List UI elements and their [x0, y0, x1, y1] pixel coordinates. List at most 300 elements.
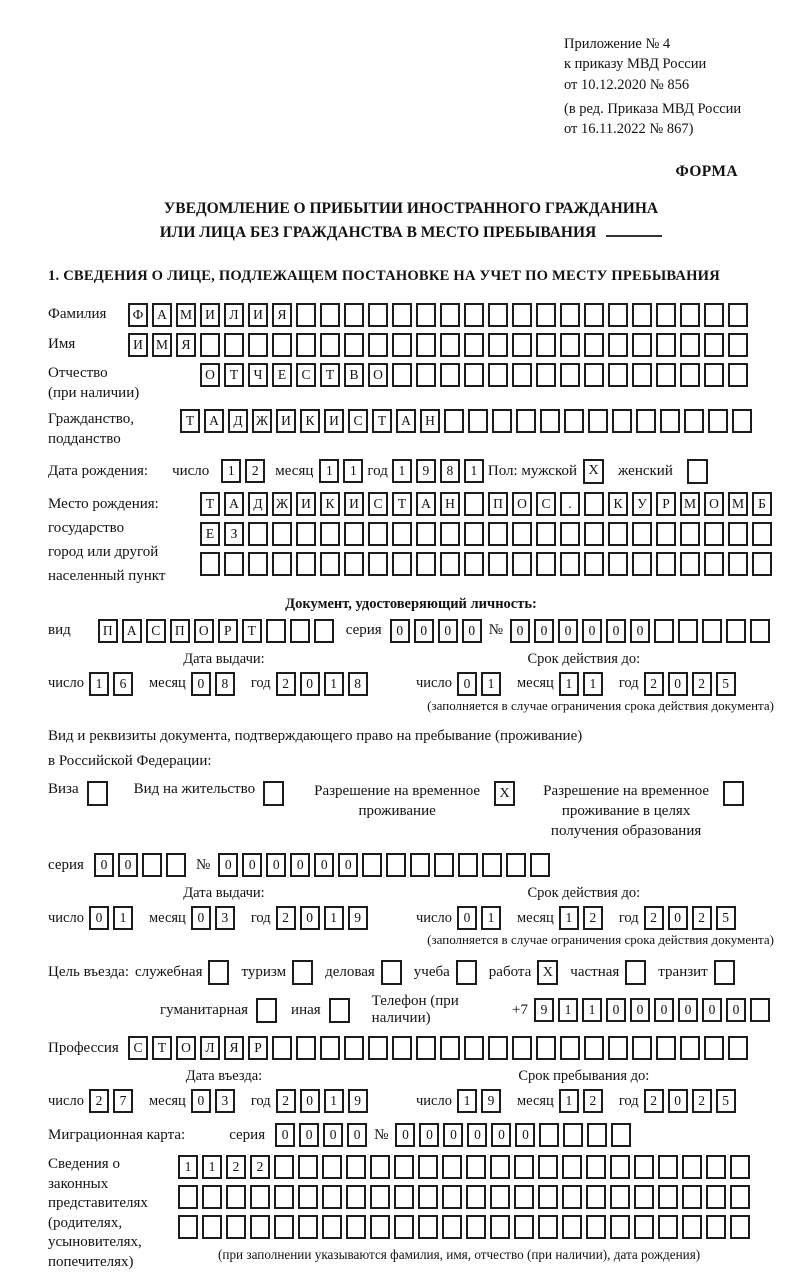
- char-box[interactable]: 0: [678, 998, 698, 1022]
- char-box[interactable]: 9: [481, 1089, 501, 1113]
- char-box[interactable]: [684, 409, 704, 433]
- char-box[interactable]: [512, 333, 532, 357]
- char-box[interactable]: 0: [668, 1089, 688, 1113]
- char-box[interactable]: 0: [702, 998, 722, 1022]
- char-box[interactable]: [726, 619, 746, 643]
- char-box[interactable]: А: [224, 492, 244, 516]
- char-box[interactable]: Л: [200, 1036, 220, 1060]
- char-box[interactable]: [346, 1185, 366, 1209]
- char-box[interactable]: И: [200, 303, 220, 327]
- char-box[interactable]: [539, 1123, 559, 1147]
- char-box[interactable]: [706, 1155, 726, 1179]
- char-box[interactable]: [512, 522, 532, 546]
- char-box[interactable]: 0: [390, 619, 410, 643]
- char-box[interactable]: 1: [202, 1155, 222, 1179]
- char-box[interactable]: [636, 409, 656, 433]
- char-box[interactable]: [538, 1155, 558, 1179]
- char-box[interactable]: [632, 552, 652, 576]
- char-box[interactable]: [587, 1123, 607, 1147]
- char-box[interactable]: Ч: [248, 363, 268, 387]
- char-box[interactable]: [392, 1036, 412, 1060]
- temp-residence-edu-checkbox[interactable]: [723, 781, 744, 806]
- char-box[interactable]: [224, 552, 244, 576]
- char-box[interactable]: 1: [343, 459, 363, 483]
- char-box[interactable]: [706, 1215, 726, 1239]
- char-box[interactable]: [728, 552, 748, 576]
- char-box[interactable]: [608, 1036, 628, 1060]
- char-box[interactable]: [728, 1036, 748, 1060]
- char-box[interactable]: [536, 522, 556, 546]
- char-box[interactable]: [392, 303, 412, 327]
- char-box[interactable]: [248, 552, 268, 576]
- char-box[interactable]: П: [488, 492, 508, 516]
- char-box[interactable]: [178, 1185, 198, 1209]
- char-box[interactable]: [298, 1215, 318, 1239]
- char-box[interactable]: [248, 333, 268, 357]
- char-box[interactable]: [512, 363, 532, 387]
- char-box[interactable]: У: [632, 492, 652, 516]
- char-box[interactable]: [584, 333, 604, 357]
- char-box[interactable]: [584, 1036, 604, 1060]
- char-box[interactable]: [490, 1185, 510, 1209]
- char-box[interactable]: 1: [319, 459, 339, 483]
- char-box[interactable]: О: [368, 363, 388, 387]
- char-box[interactable]: [320, 1036, 340, 1060]
- char-box[interactable]: [464, 492, 484, 516]
- char-box[interactable]: И: [276, 409, 296, 433]
- char-box[interactable]: 1: [457, 1089, 477, 1113]
- char-box[interactable]: 3: [215, 1089, 235, 1113]
- char-box[interactable]: [540, 409, 560, 433]
- char-box[interactable]: 0: [419, 1123, 439, 1147]
- char-box[interactable]: 5: [716, 672, 736, 696]
- char-box[interactable]: [706, 1185, 726, 1209]
- char-box[interactable]: [392, 333, 412, 357]
- char-box[interactable]: 0: [300, 906, 320, 930]
- char-box[interactable]: 0: [338, 853, 358, 877]
- char-box[interactable]: [584, 363, 604, 387]
- char-box[interactable]: [564, 409, 584, 433]
- char-box[interactable]: А: [122, 619, 142, 643]
- char-box[interactable]: [610, 1155, 630, 1179]
- char-box[interactable]: [202, 1215, 222, 1239]
- char-box[interactable]: [610, 1185, 630, 1209]
- char-box[interactable]: 0: [314, 853, 334, 877]
- char-box[interactable]: 2: [276, 672, 296, 696]
- char-box[interactable]: [730, 1215, 750, 1239]
- char-box[interactable]: Н: [420, 409, 440, 433]
- char-box[interactable]: [434, 853, 454, 877]
- char-box[interactable]: [320, 522, 340, 546]
- char-box[interactable]: [250, 1215, 270, 1239]
- char-box[interactable]: 0: [347, 1123, 367, 1147]
- char-box[interactable]: 1: [221, 459, 241, 483]
- char-box[interactable]: [514, 1155, 534, 1179]
- char-box[interactable]: М: [176, 303, 196, 327]
- char-box[interactable]: [632, 1036, 652, 1060]
- char-box[interactable]: [344, 333, 364, 357]
- char-box[interactable]: [224, 333, 244, 357]
- char-box[interactable]: [680, 552, 700, 576]
- residence-permit-checkbox[interactable]: [263, 781, 284, 806]
- char-box[interactable]: К: [608, 492, 628, 516]
- char-box[interactable]: Е: [200, 522, 220, 546]
- char-box[interactable]: Д: [248, 492, 268, 516]
- char-box[interactable]: [704, 333, 724, 357]
- char-box[interactable]: 0: [323, 1123, 343, 1147]
- char-box[interactable]: 5: [716, 1089, 736, 1113]
- char-box[interactable]: 1: [559, 1089, 579, 1113]
- char-box[interactable]: К: [320, 492, 340, 516]
- char-box[interactable]: [682, 1155, 702, 1179]
- char-box[interactable]: [634, 1155, 654, 1179]
- char-box[interactable]: 0: [534, 619, 554, 643]
- char-box[interactable]: 2: [276, 1089, 296, 1113]
- char-box[interactable]: И: [344, 492, 364, 516]
- char-box[interactable]: [322, 1155, 342, 1179]
- char-box[interactable]: А: [152, 303, 172, 327]
- char-box[interactable]: [464, 333, 484, 357]
- char-box[interactable]: [702, 619, 722, 643]
- char-box[interactable]: С: [368, 492, 388, 516]
- char-box[interactable]: 0: [191, 1089, 211, 1113]
- char-box[interactable]: С: [128, 1036, 148, 1060]
- char-box[interactable]: М: [728, 492, 748, 516]
- char-box[interactable]: [732, 409, 752, 433]
- char-box[interactable]: [416, 363, 436, 387]
- char-box[interactable]: [536, 552, 556, 576]
- char-box[interactable]: И: [128, 333, 148, 357]
- char-box[interactable]: [322, 1215, 342, 1239]
- char-box[interactable]: 7: [113, 1089, 133, 1113]
- char-box[interactable]: 1: [113, 906, 133, 930]
- char-box[interactable]: 0: [726, 998, 746, 1022]
- char-box[interactable]: [416, 1036, 436, 1060]
- char-box[interactable]: 0: [191, 906, 211, 930]
- char-box[interactable]: 0: [218, 853, 238, 877]
- char-box[interactable]: [442, 1185, 462, 1209]
- char-box[interactable]: 2: [644, 1089, 664, 1113]
- char-box[interactable]: 0: [668, 906, 688, 930]
- char-box[interactable]: [632, 522, 652, 546]
- char-box[interactable]: [612, 409, 632, 433]
- char-box[interactable]: [200, 333, 220, 357]
- char-box[interactable]: 1: [89, 672, 109, 696]
- char-box[interactable]: 0: [443, 1123, 463, 1147]
- char-box[interactable]: [320, 333, 340, 357]
- char-box[interactable]: [656, 1036, 676, 1060]
- char-box[interactable]: М: [680, 492, 700, 516]
- char-box[interactable]: 0: [630, 998, 650, 1022]
- char-box[interactable]: 9: [348, 906, 368, 930]
- char-box[interactable]: [346, 1215, 366, 1239]
- char-box[interactable]: [656, 552, 676, 576]
- char-box[interactable]: [512, 552, 532, 576]
- char-box[interactable]: [418, 1155, 438, 1179]
- char-box[interactable]: Р: [248, 1036, 268, 1060]
- char-box[interactable]: 0: [94, 853, 114, 877]
- char-box[interactable]: [704, 303, 724, 327]
- char-box[interactable]: 0: [414, 619, 434, 643]
- char-box[interactable]: [464, 522, 484, 546]
- char-box[interactable]: [320, 303, 340, 327]
- char-box[interactable]: С: [296, 363, 316, 387]
- char-box[interactable]: Т: [242, 619, 262, 643]
- char-box[interactable]: 0: [275, 1123, 295, 1147]
- char-box[interactable]: [560, 552, 580, 576]
- char-box[interactable]: [488, 303, 508, 327]
- char-box[interactable]: С: [146, 619, 166, 643]
- char-box[interactable]: 9: [416, 459, 436, 483]
- char-box[interactable]: Ж: [272, 492, 292, 516]
- char-box[interactable]: 0: [491, 1123, 511, 1147]
- char-box[interactable]: 1: [324, 906, 344, 930]
- char-box[interactable]: [344, 303, 364, 327]
- char-box[interactable]: [370, 1185, 390, 1209]
- char-box[interactable]: [560, 1036, 580, 1060]
- sex-female-checkbox[interactable]: [687, 459, 708, 484]
- char-box[interactable]: [634, 1185, 654, 1209]
- char-box[interactable]: 1: [559, 906, 579, 930]
- purpose-other-checkbox[interactable]: [329, 998, 350, 1023]
- char-box[interactable]: 9: [348, 1089, 368, 1113]
- char-box[interactable]: [346, 1155, 366, 1179]
- char-box[interactable]: [586, 1155, 606, 1179]
- char-box[interactable]: Т: [180, 409, 200, 433]
- char-box[interactable]: [368, 333, 388, 357]
- char-box[interactable]: [274, 1185, 294, 1209]
- char-box[interactable]: [442, 1215, 462, 1239]
- char-box[interactable]: 0: [89, 906, 109, 930]
- char-box[interactable]: 1: [481, 906, 501, 930]
- char-box[interactable]: З: [224, 522, 244, 546]
- char-box[interactable]: П: [98, 619, 118, 643]
- char-box[interactable]: 0: [558, 619, 578, 643]
- char-box[interactable]: [370, 1215, 390, 1239]
- char-box[interactable]: [704, 363, 724, 387]
- char-box[interactable]: [728, 522, 748, 546]
- char-box[interactable]: [394, 1215, 414, 1239]
- char-box[interactable]: [656, 333, 676, 357]
- char-box[interactable]: [416, 333, 436, 357]
- char-box[interactable]: 0: [582, 619, 602, 643]
- char-box[interactable]: О: [512, 492, 532, 516]
- purpose-private-checkbox[interactable]: [625, 960, 646, 985]
- char-box[interactable]: 1: [582, 998, 602, 1022]
- char-box[interactable]: [226, 1185, 246, 1209]
- char-box[interactable]: О: [200, 363, 220, 387]
- char-box[interactable]: [296, 1036, 316, 1060]
- char-box[interactable]: [584, 303, 604, 327]
- char-box[interactable]: [272, 552, 292, 576]
- char-box[interactable]: [266, 619, 286, 643]
- char-box[interactable]: [750, 998, 770, 1022]
- char-box[interactable]: [704, 1036, 724, 1060]
- char-box[interactable]: 0: [630, 619, 650, 643]
- char-box[interactable]: 8: [215, 672, 235, 696]
- char-box[interactable]: И: [324, 409, 344, 433]
- char-box[interactable]: [464, 1036, 484, 1060]
- char-box[interactable]: 0: [395, 1123, 415, 1147]
- char-box[interactable]: [274, 1155, 294, 1179]
- char-box[interactable]: [506, 853, 526, 877]
- char-box[interactable]: [562, 1215, 582, 1239]
- visa-checkbox[interactable]: [87, 781, 108, 806]
- char-box[interactable]: [658, 1155, 678, 1179]
- char-box[interactable]: [514, 1215, 534, 1239]
- char-box[interactable]: 9: [534, 998, 554, 1022]
- char-box[interactable]: 2: [89, 1089, 109, 1113]
- char-box[interactable]: [678, 619, 698, 643]
- char-box[interactable]: [656, 303, 676, 327]
- char-box[interactable]: [464, 363, 484, 387]
- char-box[interactable]: [608, 363, 628, 387]
- char-box[interactable]: [394, 1155, 414, 1179]
- char-box[interactable]: [418, 1215, 438, 1239]
- char-box[interactable]: [512, 1036, 532, 1060]
- char-box[interactable]: 1: [324, 1089, 344, 1113]
- char-box[interactable]: [410, 853, 430, 877]
- char-box[interactable]: [468, 409, 488, 433]
- char-box[interactable]: [392, 363, 412, 387]
- char-box[interactable]: [416, 303, 436, 327]
- char-box[interactable]: Я: [224, 1036, 244, 1060]
- char-box[interactable]: 1: [324, 672, 344, 696]
- char-box[interactable]: [610, 1215, 630, 1239]
- char-box[interactable]: [516, 409, 536, 433]
- char-box[interactable]: [290, 619, 310, 643]
- char-box[interactable]: [611, 1123, 631, 1147]
- char-box[interactable]: [368, 522, 388, 546]
- purpose-tourism-checkbox[interactable]: [292, 960, 313, 985]
- purpose-work-checkbox[interactable]: X: [537, 960, 558, 985]
- char-box[interactable]: [608, 522, 628, 546]
- char-box[interactable]: [296, 303, 316, 327]
- char-box[interactable]: [368, 1036, 388, 1060]
- char-box[interactable]: С: [536, 492, 556, 516]
- char-box[interactable]: 2: [692, 672, 712, 696]
- char-box[interactable]: [392, 552, 412, 576]
- char-box[interactable]: [560, 363, 580, 387]
- char-box[interactable]: [296, 333, 316, 357]
- char-box[interactable]: [584, 522, 604, 546]
- char-box[interactable]: [466, 1215, 486, 1239]
- char-box[interactable]: Р: [218, 619, 238, 643]
- char-box[interactable]: 2: [583, 906, 603, 930]
- char-box[interactable]: 0: [515, 1123, 535, 1147]
- char-box[interactable]: 0: [462, 619, 482, 643]
- char-box[interactable]: [680, 363, 700, 387]
- char-box[interactable]: 2: [644, 906, 664, 930]
- char-box[interactable]: [588, 409, 608, 433]
- char-box[interactable]: Ж: [252, 409, 272, 433]
- char-box[interactable]: 0: [299, 1123, 319, 1147]
- char-box[interactable]: [634, 1215, 654, 1239]
- char-box[interactable]: [466, 1185, 486, 1209]
- char-box[interactable]: 2: [245, 459, 265, 483]
- char-box[interactable]: [272, 1036, 292, 1060]
- char-box[interactable]: 1: [178, 1155, 198, 1179]
- char-box[interactable]: В: [344, 363, 364, 387]
- char-box[interactable]: [728, 303, 748, 327]
- char-box[interactable]: [512, 303, 532, 327]
- char-box[interactable]: [370, 1155, 390, 1179]
- char-box[interactable]: П: [170, 619, 190, 643]
- char-box[interactable]: [344, 1036, 364, 1060]
- char-box[interactable]: [488, 522, 508, 546]
- char-box[interactable]: [488, 1036, 508, 1060]
- char-box[interactable]: [272, 333, 292, 357]
- char-box[interactable]: 0: [242, 853, 262, 877]
- char-box[interactable]: Т: [372, 409, 392, 433]
- char-box[interactable]: 2: [644, 672, 664, 696]
- char-box[interactable]: [440, 303, 460, 327]
- char-box[interactable]: [466, 1155, 486, 1179]
- char-box[interactable]: [563, 1123, 583, 1147]
- char-box[interactable]: А: [396, 409, 416, 433]
- char-box[interactable]: 1: [392, 459, 412, 483]
- char-box[interactable]: [248, 522, 268, 546]
- char-box[interactable]: Ф: [128, 303, 148, 327]
- char-box[interactable]: 2: [583, 1089, 603, 1113]
- char-box[interactable]: [296, 522, 316, 546]
- char-box[interactable]: [682, 1185, 702, 1209]
- char-box[interactable]: [680, 1036, 700, 1060]
- purpose-business-checkbox[interactable]: [381, 960, 402, 985]
- char-box[interactable]: [632, 303, 652, 327]
- char-box[interactable]: 1: [558, 998, 578, 1022]
- char-box[interactable]: 0: [118, 853, 138, 877]
- char-box[interactable]: [394, 1185, 414, 1209]
- char-box[interactable]: [440, 1036, 460, 1060]
- char-box[interactable]: [728, 363, 748, 387]
- char-box[interactable]: 2: [226, 1155, 246, 1179]
- char-box[interactable]: Л: [224, 303, 244, 327]
- char-box[interactable]: [178, 1215, 198, 1239]
- char-box[interactable]: [314, 619, 334, 643]
- char-box[interactable]: [298, 1185, 318, 1209]
- char-box[interactable]: Р: [656, 492, 676, 516]
- char-box[interactable]: Т: [200, 492, 220, 516]
- char-box[interactable]: 1: [464, 459, 484, 483]
- char-box[interactable]: [202, 1185, 222, 1209]
- char-box[interactable]: [680, 333, 700, 357]
- char-box[interactable]: 2: [276, 906, 296, 930]
- char-box[interactable]: 0: [300, 672, 320, 696]
- char-box[interactable]: 0: [300, 1089, 320, 1113]
- char-box[interactable]: [728, 333, 748, 357]
- char-box[interactable]: [730, 1185, 750, 1209]
- char-box[interactable]: Т: [392, 492, 412, 516]
- temp-residence-checkbox[interactable]: X: [494, 781, 515, 806]
- char-box[interactable]: И: [248, 303, 268, 327]
- char-box[interactable]: [562, 1155, 582, 1179]
- char-box[interactable]: [250, 1185, 270, 1209]
- char-box[interactable]: [584, 492, 604, 516]
- char-box[interactable]: [320, 552, 340, 576]
- char-box[interactable]: [416, 552, 436, 576]
- char-box[interactable]: [704, 552, 724, 576]
- char-box[interactable]: [708, 409, 728, 433]
- char-box[interactable]: 0: [438, 619, 458, 643]
- char-box[interactable]: [632, 333, 652, 357]
- char-box[interactable]: [200, 552, 220, 576]
- char-box[interactable]: 0: [606, 619, 626, 643]
- char-box[interactable]: 0: [457, 672, 477, 696]
- char-box[interactable]: 1: [481, 672, 501, 696]
- char-box[interactable]: [560, 303, 580, 327]
- char-box[interactable]: [654, 619, 674, 643]
